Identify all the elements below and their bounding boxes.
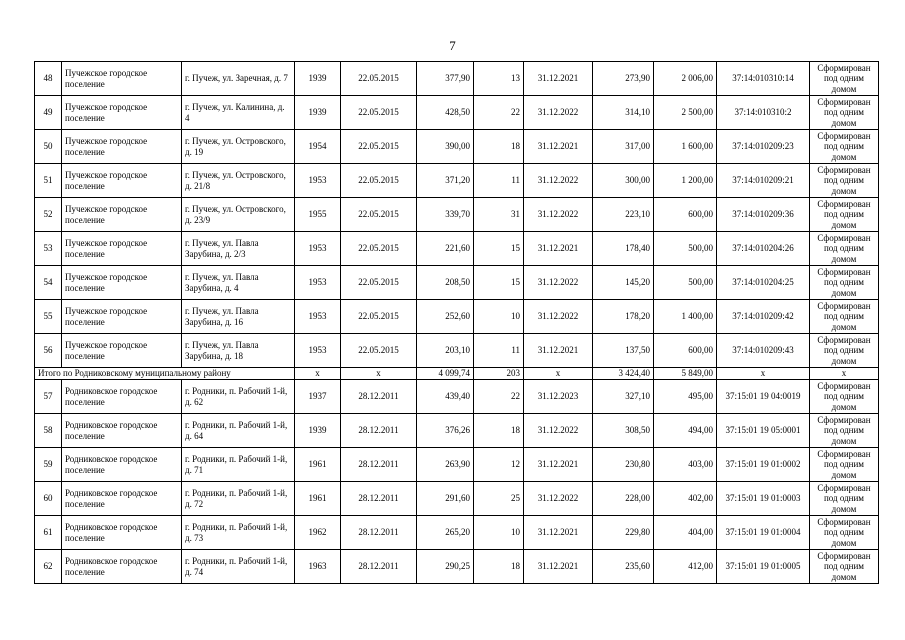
year-built-cell: 1961 — [295, 448, 341, 482]
living-area-cell: 327,10 — [593, 380, 654, 414]
land-area-cell: 2 500,00 — [654, 96, 717, 130]
year-built-cell: 1955 — [295, 198, 341, 232]
row-number: 57 — [35, 380, 62, 414]
total-area-cell: 4 099,74 — [417, 368, 474, 380]
residents-count-cell: 15 — [474, 266, 524, 300]
row-number: 49 — [35, 96, 62, 130]
district-total-row — [35, 368, 879, 380]
land-area-cell: 494,00 — [654, 414, 717, 448]
year-built-cell: 1961 — [295, 482, 341, 516]
resettlement-deadline-cell: 31.12.2021 — [524, 516, 593, 550]
resettlement-deadline-cell: 31.12.2021 — [524, 130, 593, 164]
address-cell: г. Родники, п. Рабочий 1-й, д. 73 — [182, 516, 295, 550]
recognition-date-cell: х — [341, 368, 417, 380]
address-cell: г. Пучеж, ул. Островского, д. 21/8 — [182, 164, 295, 198]
cadastral-number-cell: 37:14:010310:14 — [717, 62, 810, 96]
residents-count-cell: 31 — [474, 198, 524, 232]
table-row — [35, 482, 879, 516]
land-area-cell: 600,00 — [654, 198, 717, 232]
cadastral-number-cell: 37:14:010209:36 — [717, 198, 810, 232]
residents-count-cell: 10 — [474, 516, 524, 550]
total-area-cell: 439,40 — [417, 380, 474, 414]
land-status-cell: Сформирован под одним домом — [810, 198, 879, 232]
resettlement-deadline-cell: 31.12.2022 — [524, 164, 593, 198]
recognition-date-cell: 28.12.2011 — [341, 448, 417, 482]
recognition-date-cell: 22.05.2015 — [341, 198, 417, 232]
residents-count-cell: 10 — [474, 300, 524, 334]
municipality-cell: Пучежское городское поселение — [62, 130, 182, 164]
table-row — [35, 550, 879, 584]
recognition-date-cell: 22.05.2015 — [341, 62, 417, 96]
total-area-cell: 428,50 — [417, 96, 474, 130]
total-area-cell: 371,20 — [417, 164, 474, 198]
resettlement-deadline-cell: 31.12.2021 — [524, 448, 593, 482]
cadastral-number-cell: 37:14:010204:25 — [717, 266, 810, 300]
total-area-cell: 263,90 — [417, 448, 474, 482]
address-cell: г. Пучеж, ул. Павла Зарубина, д. 18 — [182, 334, 295, 368]
land-area-cell: 500,00 — [654, 232, 717, 266]
land-status-cell: Сформирован под одним домом — [810, 130, 879, 164]
living-area-cell: 178,20 — [593, 300, 654, 334]
housing-registry-table — [34, 61, 879, 584]
cadastral-number-cell: 37:14:010209:21 — [717, 164, 810, 198]
resettlement-deadline-cell: 31.12.2022 — [524, 414, 593, 448]
address-cell: г. Пучеж, ул. Заречная, д. 7 — [182, 62, 295, 96]
land-area-cell: 404,00 — [654, 516, 717, 550]
resettlement-deadline-cell: 31.12.2022 — [524, 482, 593, 516]
living-area-cell: 223,10 — [593, 198, 654, 232]
row-number: 62 — [35, 550, 62, 584]
row-number: 48 — [35, 62, 62, 96]
land-status-cell: Сформирован под одним домом — [810, 300, 879, 334]
page-number: 7 — [449, 38, 456, 53]
table-row — [35, 380, 879, 414]
total-area-cell: 376,26 — [417, 414, 474, 448]
table-row — [35, 300, 879, 334]
residents-count-cell: 203 — [474, 368, 524, 380]
residents-count-cell: 18 — [474, 130, 524, 164]
living-area-cell: 314,10 — [593, 96, 654, 130]
municipality-cell: Родниковское городское поселение — [62, 550, 182, 584]
land-status-cell: Сформирован под одним домом — [810, 164, 879, 198]
year-built-cell: 1962 — [295, 516, 341, 550]
living-area-cell: 317,00 — [593, 130, 654, 164]
land-area-cell: 1 400,00 — [654, 300, 717, 334]
cadastral-number-cell: 37:14:010209:42 — [717, 300, 810, 334]
year-built-cell: 1939 — [295, 96, 341, 130]
cadastral-number-cell: 37:14:010209:23 — [717, 130, 810, 164]
resettlement-deadline-cell: 31.12.2022 — [524, 96, 593, 130]
municipality-cell: Пучежское городское поселение — [62, 198, 182, 232]
total-area-cell: 252,60 — [417, 300, 474, 334]
table-row — [35, 448, 879, 482]
resettlement-deadline-cell: 31.12.2023 — [524, 380, 593, 414]
cadastral-number-cell: 37:14:010204:26 — [717, 232, 810, 266]
cadastral-number-cell: 37:15:01 19 01:0004 — [717, 516, 810, 550]
land-status-cell: Сформирован под одним домом — [810, 414, 879, 448]
municipality-cell: Родниковское городское поселение — [62, 448, 182, 482]
row-number: 58 — [35, 414, 62, 448]
address-cell: г. Родники, п. Рабочий 1-й, д. 74 — [182, 550, 295, 584]
address-cell: г. Пучеж, ул. Павла Зарубина, д. 4 — [182, 266, 295, 300]
land-area-cell: 2 006,00 — [654, 62, 717, 96]
land-status-cell: Сформирован под одним домом — [810, 550, 879, 584]
municipality-cell: Пучежское городское поселение — [62, 300, 182, 334]
cadastral-number-cell: 37:14:010310:2 — [717, 96, 810, 130]
land-status-cell: Сформирован под одним домом — [810, 448, 879, 482]
residents-count-cell: 22 — [474, 380, 524, 414]
recognition-date-cell: 28.12.2011 — [341, 516, 417, 550]
residents-count-cell: 22 — [474, 96, 524, 130]
table-row — [35, 414, 879, 448]
land-status-cell: х — [810, 368, 879, 380]
resettlement-deadline-cell: х — [524, 368, 593, 380]
table-row — [35, 130, 879, 164]
living-area-cell: 230,80 — [593, 448, 654, 482]
cadastral-number-cell: 37:15:01 19 04:0019 — [717, 380, 810, 414]
resettlement-deadline-cell: 31.12.2021 — [524, 334, 593, 368]
total-area-cell: 291,60 — [417, 482, 474, 516]
recognition-date-cell: 22.05.2015 — [341, 334, 417, 368]
row-number: 53 — [35, 232, 62, 266]
year-built-cell: 1953 — [295, 266, 341, 300]
living-area-cell: 145,20 — [593, 266, 654, 300]
land-status-cell: Сформирован под одним домом — [810, 266, 879, 300]
year-built-cell: 1953 — [295, 334, 341, 368]
residents-count-cell: 25 — [474, 482, 524, 516]
row-number: 51 — [35, 164, 62, 198]
row-number: 61 — [35, 516, 62, 550]
row-number: 52 — [35, 198, 62, 232]
resettlement-deadline-cell: 31.12.2021 — [524, 62, 593, 96]
recognition-date-cell: 22.05.2015 — [341, 232, 417, 266]
table-row — [35, 62, 879, 96]
recognition-date-cell: 28.12.2011 — [341, 380, 417, 414]
residents-count-cell: 13 — [474, 62, 524, 96]
municipality-cell: Родниковское городское поселение — [62, 516, 182, 550]
total-label: Итого по Родниковскому муниципальному району — [35, 368, 295, 380]
land-area-cell: 600,00 — [654, 334, 717, 368]
cadastral-number-cell: х — [717, 368, 810, 380]
land-status-cell: Сформирован под одним домом — [810, 482, 879, 516]
land-status-cell: Сформирован под одним домом — [810, 334, 879, 368]
year-built-cell: 1953 — [295, 232, 341, 266]
cadastral-number-cell: 37:15:01 19 01:0005 — [717, 550, 810, 584]
residents-count-cell: 11 — [474, 334, 524, 368]
address-cell: г. Пучеж, ул. Островского, д. 19 — [182, 130, 295, 164]
total-area-cell: 203,10 — [417, 334, 474, 368]
land-status-cell: Сформирован под одним домом — [810, 516, 879, 550]
year-built-cell: 1937 — [295, 380, 341, 414]
row-number: 55 — [35, 300, 62, 334]
row-number: 56 — [35, 334, 62, 368]
municipality-cell: Пучежское городское поселение — [62, 164, 182, 198]
residents-count-cell: 11 — [474, 164, 524, 198]
recognition-date-cell: 22.05.2015 — [341, 130, 417, 164]
address-cell: г. Родники, п. Рабочий 1-й, д. 72 — [182, 482, 295, 516]
municipality-cell: Родниковское городское поселение — [62, 414, 182, 448]
land-area-cell: 500,00 — [654, 266, 717, 300]
total-area-cell: 339,70 — [417, 198, 474, 232]
living-area-cell: 228,00 — [593, 482, 654, 516]
year-built-cell: 1954 — [295, 130, 341, 164]
address-cell: г. Пучеж, ул. Калинина, д. 4 — [182, 96, 295, 130]
recognition-date-cell: 22.05.2015 — [341, 164, 417, 198]
year-built-cell: 1963 — [295, 550, 341, 584]
municipality-cell: Родниковское городское поселение — [62, 380, 182, 414]
resettlement-deadline-cell: 31.12.2022 — [524, 198, 593, 232]
year-built-cell: 1939 — [295, 62, 341, 96]
municipality-cell: Пучежское городское поселение — [62, 232, 182, 266]
residents-count-cell: 12 — [474, 448, 524, 482]
land-area-cell: 402,00 — [654, 482, 717, 516]
address-cell: г. Родники, п. Рабочий 1-й, д. 64 — [182, 414, 295, 448]
year-built-cell: 1953 — [295, 164, 341, 198]
living-area-cell: 235,60 — [593, 550, 654, 584]
land-area-cell: 403,00 — [654, 448, 717, 482]
address-cell: г. Пучеж, ул. Островского, д. 23/9 — [182, 198, 295, 232]
cadastral-number-cell: 37:15:01 19 01:0002 — [717, 448, 810, 482]
table-row — [35, 266, 879, 300]
year-built-cell: х — [295, 368, 341, 380]
recognition-date-cell: 28.12.2011 — [341, 550, 417, 584]
land-area-cell: 495,00 — [654, 380, 717, 414]
resettlement-deadline-cell: 31.12.2022 — [524, 266, 593, 300]
land-area-cell: 5 849,00 — [654, 368, 717, 380]
recognition-date-cell: 28.12.2011 — [341, 414, 417, 448]
table-row — [35, 96, 879, 130]
total-area-cell: 390,00 — [417, 130, 474, 164]
cadastral-number-cell: 37:15:01 19 01:0003 — [717, 482, 810, 516]
year-built-cell: 1953 — [295, 300, 341, 334]
row-number: 59 — [35, 448, 62, 482]
living-area-cell: 229,80 — [593, 516, 654, 550]
table-row — [35, 164, 879, 198]
municipality-cell: Пучежское городское поселение — [62, 96, 182, 130]
recognition-date-cell: 22.05.2015 — [341, 96, 417, 130]
residents-count-cell: 15 — [474, 232, 524, 266]
recognition-date-cell: 22.05.2015 — [341, 266, 417, 300]
land-status-cell: Сформирован под одним домом — [810, 62, 879, 96]
table-row — [35, 232, 879, 266]
row-number: 54 — [35, 266, 62, 300]
cadastral-number-cell: 37:14:010209:43 — [717, 334, 810, 368]
land-status-cell: Сформирован под одним домом — [810, 380, 879, 414]
row-number: 60 — [35, 482, 62, 516]
resettlement-deadline-cell: 31.12.2021 — [524, 550, 593, 584]
residents-count-cell: 18 — [474, 414, 524, 448]
land-area-cell: 412,00 — [654, 550, 717, 584]
living-area-cell: 3 424,40 — [593, 368, 654, 380]
address-cell: г. Родники, п. Рабочий 1-й, д. 71 — [182, 448, 295, 482]
total-area-cell: 290,25 — [417, 550, 474, 584]
living-area-cell: 137,50 — [593, 334, 654, 368]
land-status-cell: Сформирован под одним домом — [810, 96, 879, 130]
municipality-cell: Пучежское городское поселение — [62, 334, 182, 368]
land-area-cell: 1 600,00 — [654, 130, 717, 164]
address-cell: г. Родники, п. Рабочий 1-й, д. 62 — [182, 380, 295, 414]
total-area-cell: 208,50 — [417, 266, 474, 300]
residents-count-cell: 18 — [474, 550, 524, 584]
table-row — [35, 516, 879, 550]
living-area-cell: 308,50 — [593, 414, 654, 448]
row-number: 50 — [35, 130, 62, 164]
resettlement-deadline-cell: 31.12.2022 — [524, 300, 593, 334]
municipality-cell: Пучежское городское поселение — [62, 266, 182, 300]
total-area-cell: 377,90 — [417, 62, 474, 96]
address-cell: г. Пучеж, ул. Павла Зарубина, д. 16 — [182, 300, 295, 334]
living-area-cell: 300,00 — [593, 164, 654, 198]
year-built-cell: 1939 — [295, 414, 341, 448]
cadastral-number-cell: 37:15:01 19 05:0001 — [717, 414, 810, 448]
recognition-date-cell: 22.05.2015 — [341, 300, 417, 334]
living-area-cell: 273,90 — [593, 62, 654, 96]
table-row — [35, 198, 879, 232]
municipality-cell: Пучежское городское поселение — [62, 62, 182, 96]
land-status-cell: Сформирован под одним домом — [810, 232, 879, 266]
resettlement-deadline-cell: 31.12.2021 — [524, 232, 593, 266]
address-cell: г. Пучеж, ул. Павла Зарубина, д. 2/3 — [182, 232, 295, 266]
living-area-cell: 178,40 — [593, 232, 654, 266]
table-row — [35, 334, 879, 368]
municipality-cell: Родниковское городское поселение — [62, 482, 182, 516]
recognition-date-cell: 28.12.2011 — [341, 482, 417, 516]
total-area-cell: 265,20 — [417, 516, 474, 550]
land-area-cell: 1 200,00 — [654, 164, 717, 198]
total-area-cell: 221,60 — [417, 232, 474, 266]
